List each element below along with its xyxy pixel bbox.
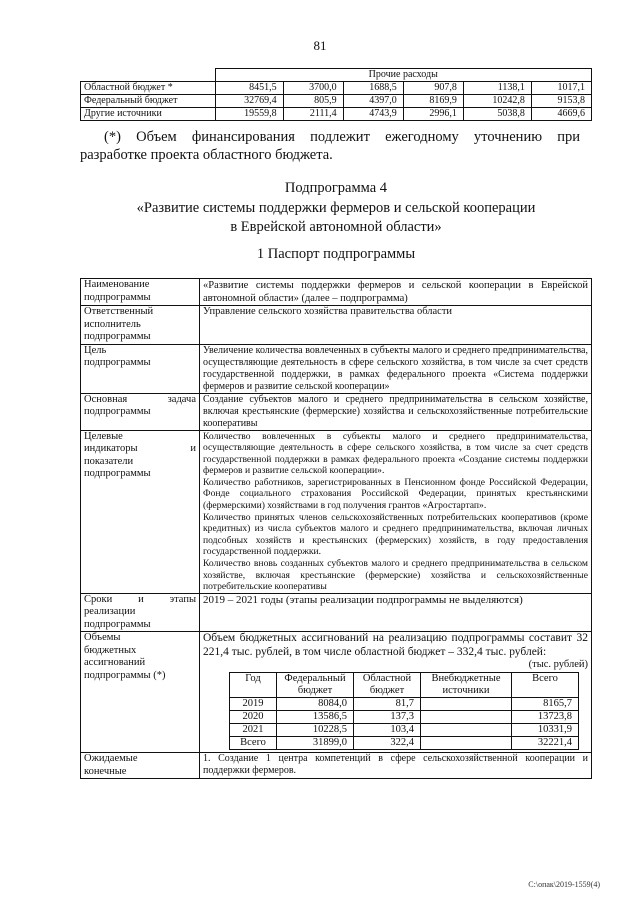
terms: 2019 – 2021 годы (этапы реализации подпрограммы не выделяются): [200, 593, 592, 632]
funding-note: (*) Объем финансирования подлежит ежегодному уточнению при разработке проекта областного бюджета.: [80, 129, 580, 163]
table-row: Ответственный исполнитель подпрограммы Управление сельского хозяйства правительства области: [81, 306, 592, 345]
passport-table: [80, 278, 592, 779]
table-row: 2019 8084,0 81,7 8165,7: [230, 698, 579, 711]
table-row: 2020 13586,5 137,3 13723,8: [230, 711, 579, 724]
table-row: Ожидаемые конечные 1. Создание 1 центра компетенций в сфере сельскохозяйственной кооперации и поддержки фермеров.: [81, 753, 592, 779]
passport-title: 1 Паспорт подпрограммы: [256, 246, 416, 262]
subprogram-number: Подпрограмма 4: [284, 180, 388, 196]
table-row: Областной бюджет * 8451,5 3700,0 1688,5 907,8 1138,1 1017,1: [81, 82, 592, 95]
goal: Увеличение количества вовлеченных в субъекты малого и среднего предпринимательства, осуществляющие деятельность в сфере сельского хозяйства, в том числе за счет средств государственной поддержки, в рамках федерального проекта «Система поддержки фермеров и развитие сельской кооперации»: [200, 344, 592, 393]
table-row: Цель подпрограммы Увеличение количества вовлеченных в субъекты малого и среднего предпринимательства, осуществляющие деятельность в сфере сельского хозяйства, в том числе за счет средств государственной поддержки, в рамках федерального проекта «Система поддержки фермеров и развитие сельской кооперации»: [81, 344, 592, 393]
subprogram-name: «Развитие системы поддержки фермеров и сельской кооперации в Еврейской автономной области» (далее – подпрограмма): [200, 279, 592, 306]
table-row: Целевые индикаторы и показатели подпрограммы Количество вовлеченных в субъекты малого и среднего предпринимательства, осуществляющие деятельность в сфере сельского хозяйства, в том числе за счет средств государственной поддержки в рамках федерального проекта «Создание системы поддержки фермеров и развитие сельской кооперации». Количество работников, зарегистрированных в Пенсионном фонде Российской Федерации, Фонде социального страхования Российской Федерации, принятых крестьянскими (фермерскими) хозяйствами в год получения грантов «Агростартап». Количество принятых членов сельскохозяйственных потребительских кооперативов (кроме кредитных) из числа субъектов малого и среднего предпринимательства, включая личных подсобных хозяйств и крестьянских (фермерских) хозяйств, в году предоставления государственной поддержки. Количество вновь созданных субъектов малого и среднего предпринимательства в сельском хозяйстве, включая крестьянские (фермерские) хозяйства и сельскохозяйственные потребительские кооперативы: [81, 430, 592, 593]
document-id: С:\опак\2019-1559(4): [528, 880, 600, 889]
expected-results: 1. Создание 1 центра компетенций в сфере сельскохозяйственной кооперации и поддержки фермеров.: [200, 753, 592, 779]
expenses-table: [80, 68, 592, 121]
page-number: 81: [313, 38, 327, 53]
expenses-header: Прочие расходы: [215, 69, 592, 82]
budget-table: Год Федеральный бюджет Областной бюджет Внебюджетные источники Всего 2019 8084,0 81,7 8165,7 2020 13586,5 137,3 13723,8 2021 10228,5 103,4 10331,9 Всего 31899,0 322,4 32221,4: [229, 672, 579, 750]
subprogram-title-line2: в Еврейской автономной области»: [230, 219, 442, 235]
table-row: Всего 31899,0 322,4 32221,4: [230, 737, 579, 750]
executor: Управление сельского хозяйства правительства области: [200, 306, 592, 345]
indicators: Количество вовлеченных в субъекты малого и среднего предпринимательства, осуществляющие деятельность в сфере сельского хозяйства, в том числе за счет средств государственной поддержки в рамках федерального проекта «Создание системы поддержки фермеров и развитие сельской кооперации». Количество работников, зарегистрированных в Пенсионном фонде Российской Федерации, Фонде социального страхования Российской Федерации, принятых крестьянскими (фермерскими) хозяйствами в год получения грантов «Агростартап». Количество принятых членов сельскохозяйственных потребительских кооперативов (кроме кредитных) из числа субъектов малого и среднего предпринимательства, включая личных подсобных хозяйств и крестьянских (фермерских) хозяйств, в году предоставления государственной поддержки. Количество вновь созданных субъектов малого и среднего предпринимательства в сельском хозяйстве, включая крестьянские (фермерские) хозяйства и сельскохозяйственные потребительские кооперативы: [200, 430, 592, 593]
subprogram-title-line1: «Развитие системы поддержки фермеров и сельской кооперации: [136, 200, 536, 216]
table-row: Сроки и этапы реализации подпрограммы 2019 – 2021 годы (этапы реализации подпрограммы не выделяются): [81, 593, 592, 632]
budget-volumes: Объем бюджетных ассигнований на реализацию подпрограммы составит 32 221,4 тыс. рублей, в том числе областной бюджет – 332,4 тыс. рублей: (тыс. рублей) Год Федеральный бюджет Областной бюджет Внебюджетные источники Всего 2019 8084,0 81,7 8165,7 2020 13586,5 137,3 13723,8 2021 10228,5 103,4 10331,9 Всего 31899,0 322,4 32221,4: [200, 632, 592, 753]
main-task: Создание субъектов малого и среднего предпринимательства в сельском хозяйстве, включая крестьянские (фермерские) хозяйства и сельскохозяйственные потребительские кооперативы: [200, 393, 592, 430]
table-row: Другие источники 19559,8 2111,4 4743,9 2996,1 5038,8 4669,6: [81, 108, 592, 121]
table-row: Наименование подпрограммы «Развитие системы поддержки фермеров и сельской кооперации в Еврейской автономной области» (далее – подпрограмма): [81, 279, 592, 306]
table-row: 2021 10228,5 103,4 10331,9: [230, 724, 579, 737]
table-row: Основная задача подпрограммы Создание субъектов малого и среднего предпринимательства в сельском хозяйстве, включая крестьянские (фермерские) хозяйства и сельскохозяйственные потребительские кооперативы: [81, 393, 592, 430]
table-row: Федеральный бюджет 32769,4 805,9 4397,0 8169,9 10242,8 9153,8: [81, 95, 592, 108]
table-row: Объемы бюджетных ассигнований подпрограммы (*) Объем бюджетных ассигнований на реализацию подпрограммы составит 32 221,4 тыс. рублей, в том числе областной бюджет – 332,4 тыс. рублей: (тыс. рублей) Год Федеральный бюджет Областной бюджет Внебюджетные источники Всего 2019 8084,0 81,7 8165,7 2020 13586,5 137,3 13723,8 2021 10228,5 103,4 10331,9 Всего 31899,0 322,4 32221,4: [81, 632, 592, 753]
